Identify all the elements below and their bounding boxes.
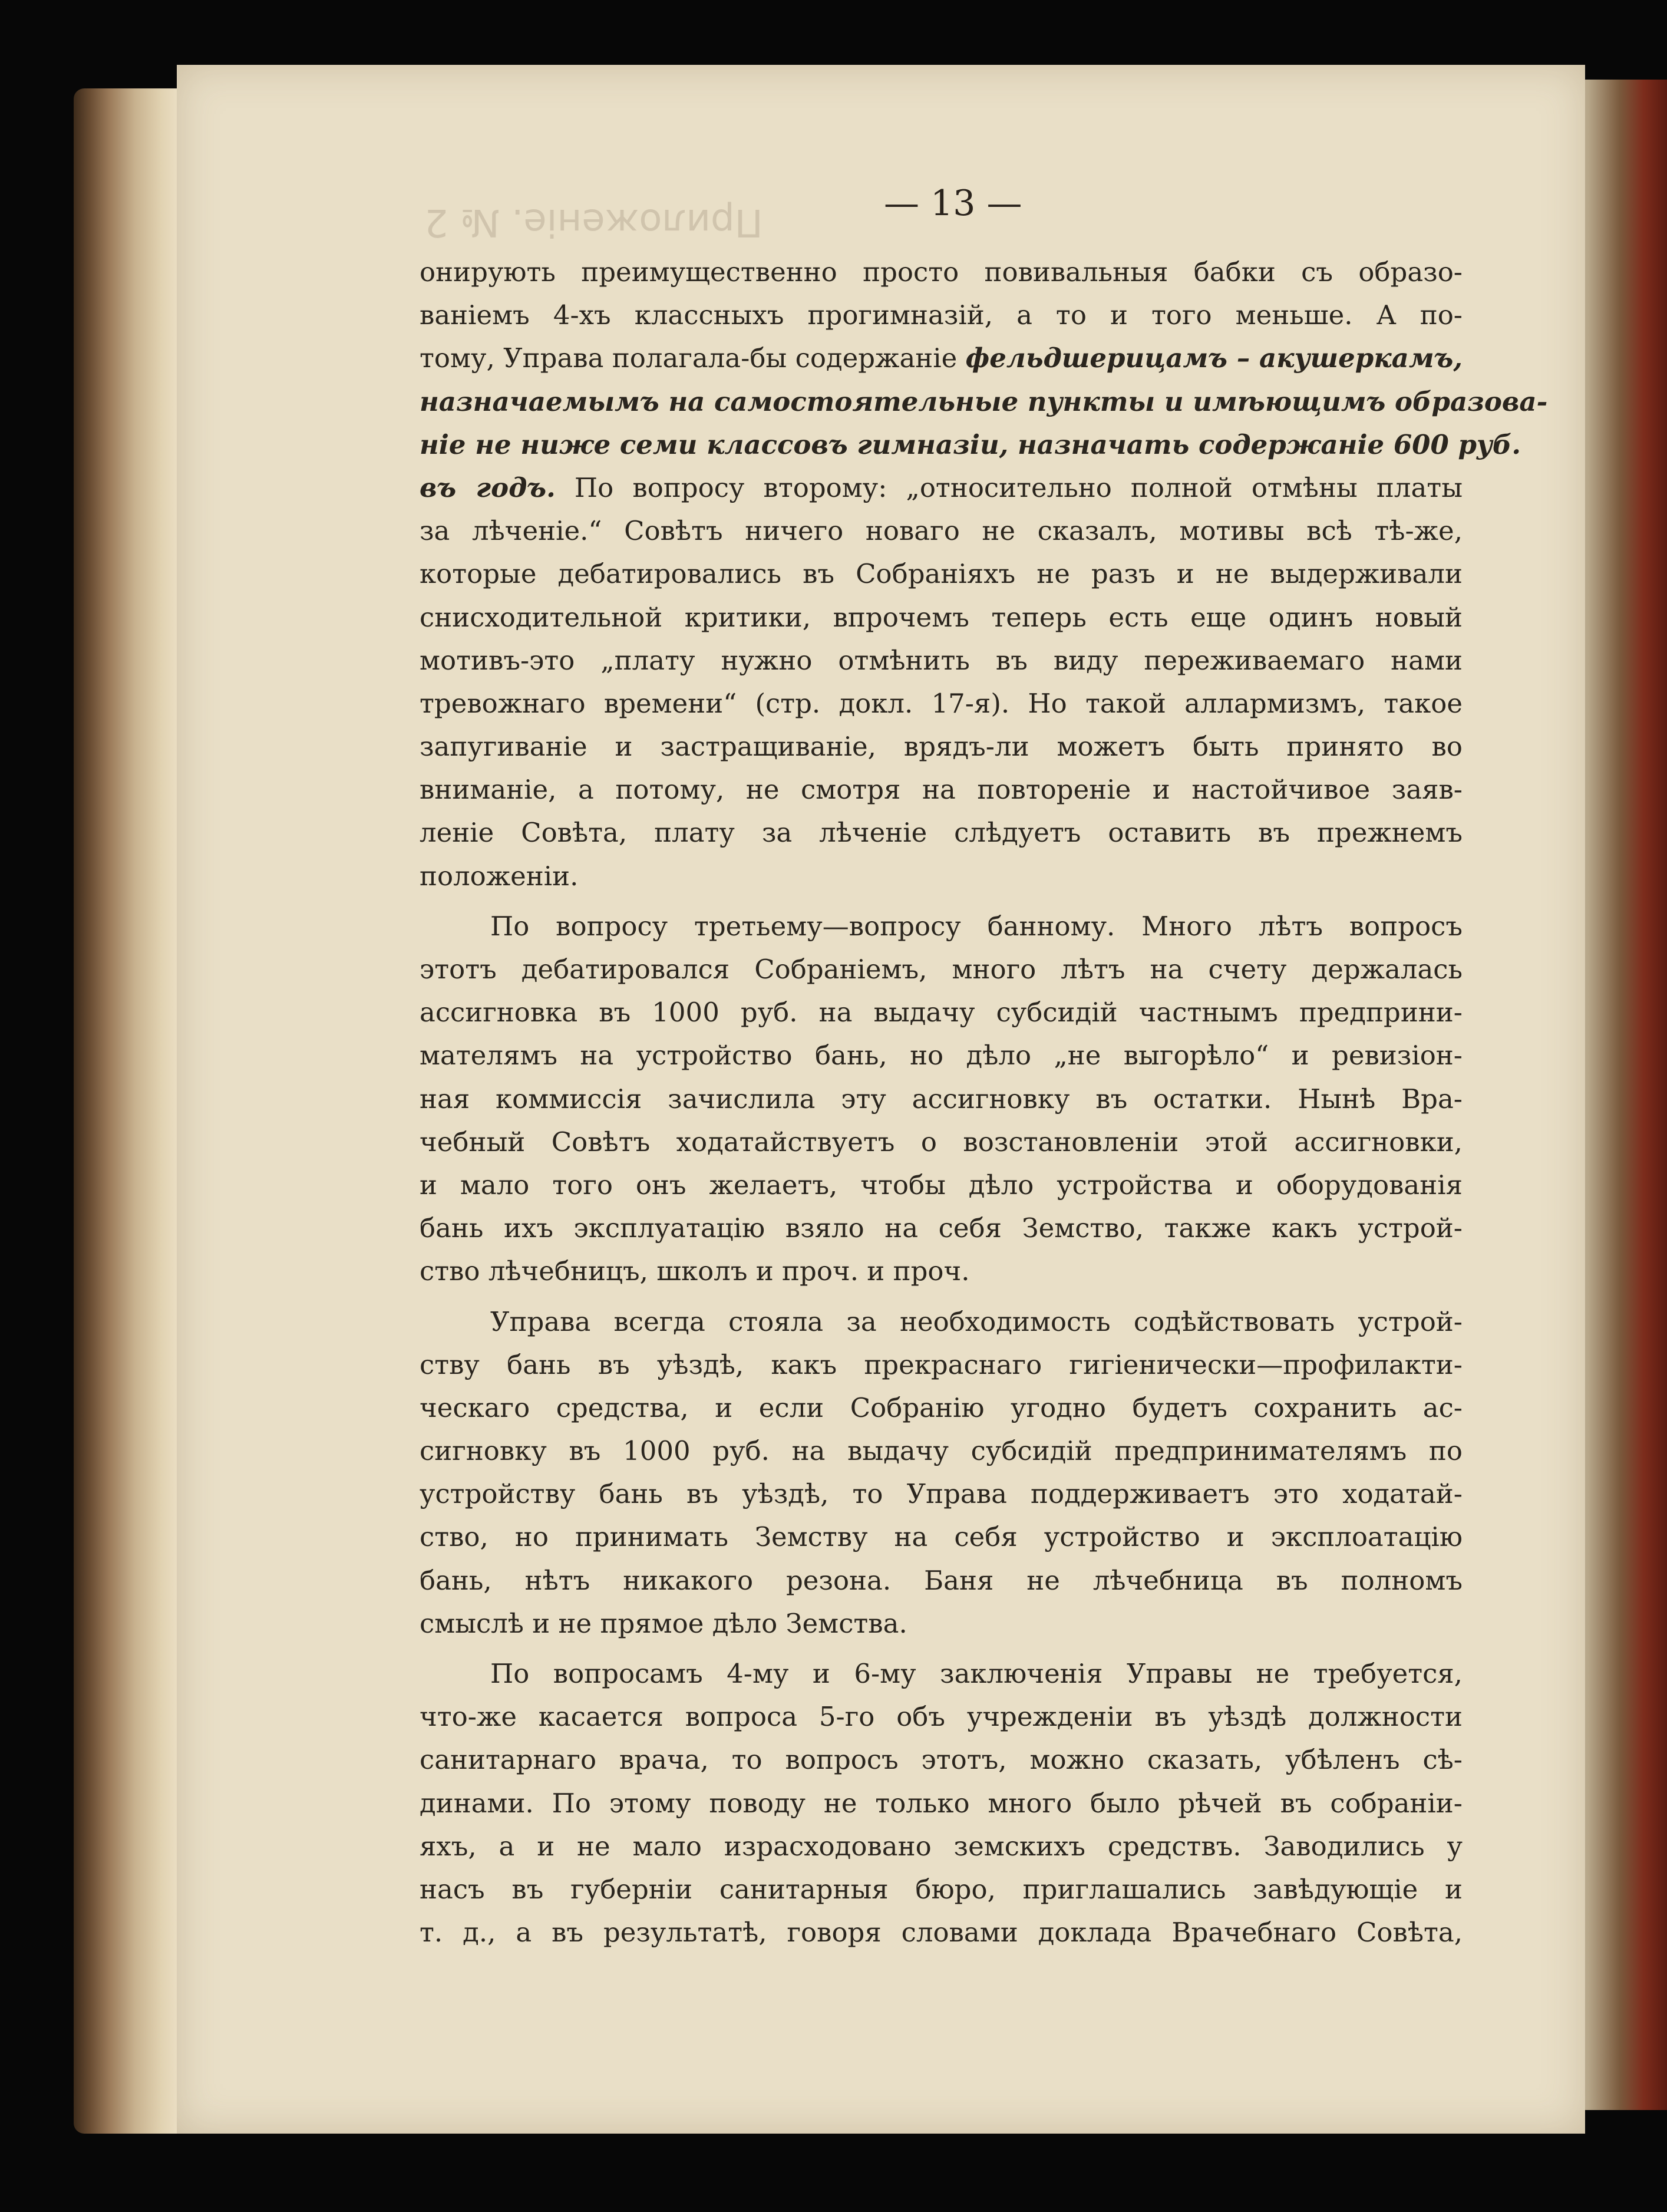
- text-line-9: снисходительной критики, впрочемъ теперь есть еще одинъ новый: [420, 601, 1463, 633]
- text-line-15: положеніи.: [420, 860, 579, 892]
- text-line-11: тревожнаго времени“ (стр. докл. 17-я). Но такой аллармизмъ, такое: [420, 687, 1463, 719]
- text-line-6: въ годъ. По вопросу второму: „относительно полной отмѣны платы: [420, 472, 1463, 503]
- text-line-29: устройству бань въ уѣздѣ, то Управа поддерживаетъ это ходатай-: [420, 1478, 1463, 1510]
- text-line-16: По вопросу третьему—вопросу банному. Много лѣтъ вопросъ: [490, 910, 1463, 942]
- text-line-38: насъ въ губерніи санитарныя бюро, приглашались завѣдующіе и: [420, 1873, 1463, 1905]
- bleed-through-text: Приложеніе. № 2: [424, 200, 763, 244]
- page-number: — 13 —: [884, 183, 1022, 224]
- text-line-22: и мало того онъ желаетъ, чтобы дѣло устройства и оборудованія: [420, 1169, 1463, 1201]
- text-line-21: чебный Совѣтъ ходатайствуетъ о возстановленіи этой ассигновки,: [420, 1126, 1463, 1158]
- text-line-34: что-же касается вопроса 5-го объ учрежденіи въ уѣздѣ должности: [420, 1701, 1463, 1733]
- text-line-32: смыслѣ и не прямое дѣло Земства.: [420, 1607, 907, 1639]
- text-line-26: ству бань въ уѣздѣ, какъ прекраснаго гигіенически—профилакти-: [420, 1349, 1463, 1380]
- text-line-2: ваніемъ 4-хъ классныхъ прогимназій, а то и того меньше. А по-: [420, 299, 1463, 331]
- text-line-8: которые дебатировались въ Собраніяхъ не разъ и не выдерживали: [420, 558, 1463, 590]
- text-line-12: запугиваніе и застращиваніе, врядъ-ли можетъ быть принято во: [420, 731, 1463, 763]
- text-line-17: этотъ дебатировался Собраніемъ, много лѣтъ на счету держалась: [420, 954, 1463, 985]
- text-line-35: санитарнаго врача, то вопросъ этотъ, можно сказать, убѣленъ сѣ-: [420, 1744, 1463, 1776]
- text-line-37: яхъ, а и не мало израсходовано земскихъ средствъ. Заводились у: [420, 1830, 1463, 1862]
- text-line-5: ніе не ниже семи классовъ гимназіи, назначать содержаніе 600 руб.: [420, 428, 1521, 460]
- text-line-1: онирують преимущественно просто повивальныя бабки съ образо-: [420, 256, 1463, 288]
- body-text: [420, 250, 1548, 1954]
- text-line-24: ство лѣчебницъ, школъ и проч. и проч.: [420, 1255, 970, 1287]
- text-line-33: По вопросамъ 4-му и 6-му заключенія Управы не требуется,: [490, 1658, 1463, 1689]
- text-line-25: Управа всегда стояла за необходимость содѣйствовать устрой-: [490, 1306, 1463, 1337]
- text-line-27: ческаго средства, и если Собранію угодно будетъ сохранить ас-: [420, 1392, 1463, 1423]
- text-line-4: назначаемымъ на самостоятельные пункты и имѣющимъ образова-: [420, 385, 1548, 417]
- text-line-31: бань, нѣтъ никакого резона. Баня не лѣчебница въ полномъ: [420, 1564, 1463, 1596]
- text-line-23: бань ихъ эксплуатацію взяло на себя Земство, также какъ устрой-: [420, 1212, 1463, 1244]
- text-line-14: леніе Совѣта, плату за лѣченіе слѣдуетъ оставить въ прежнемъ: [420, 817, 1463, 849]
- text-line-10: мотивъ-это „плату нужно отмѣнить въ виду переживаемаго нами: [420, 644, 1463, 676]
- text-line-20: ная коммиссія зачислила эту ассигновку въ остатки. Нынѣ Вра-: [420, 1083, 1463, 1115]
- text-line-28: сигновку въ 1000 руб. на выдачу субсидій предпринимателямъ по: [420, 1435, 1463, 1467]
- text-line-19: мателямъ на устройство бань, но дѣло „не выгорѣло“ и ревизіон-: [420, 1040, 1463, 1072]
- book-page-edges: [74, 88, 186, 2134]
- text-line-39: т. д., а въ результатѣ, говоря словами доклада Врачебнаго Совѣта,: [420, 1917, 1463, 1949]
- text-line-13: вниманіе, а потому, не смотря на повтореніе и настойчивое заяв-: [420, 774, 1463, 806]
- text-line-18: ассигновка въ 1000 руб. на выдачу субсидій частнымъ предприни-: [420, 997, 1463, 1028]
- text-line-7: за лѣченіе.“ Совѣтъ ничего новаго не сказалъ, мотивы всѣ тѣ-же,: [420, 515, 1463, 547]
- text-line-30: ство, но принимать Земству на себя устройство и эксплоатацію: [420, 1521, 1463, 1553]
- text-line-36: динами. По этому поводу не только много было рѣчей въ собраніи-: [420, 1787, 1463, 1819]
- text-line-3: тому, Управа полагала-бы содержаніе фельдшерицамъ – акушеркамъ,: [420, 342, 1463, 374]
